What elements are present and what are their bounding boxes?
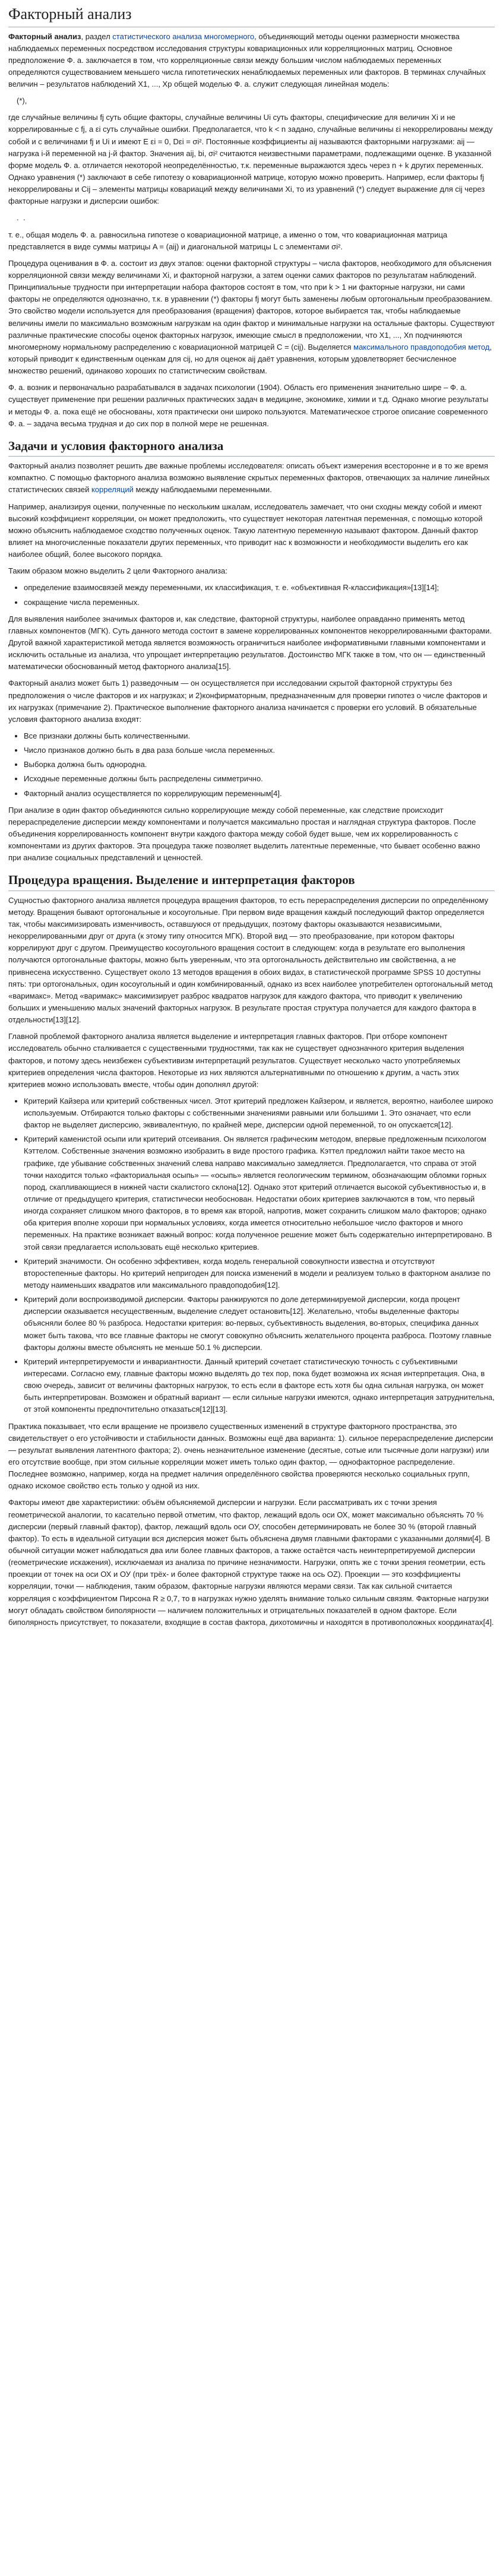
model-after-dots: т. е., общая модель Ф. а. равносильна гипотезе о ковариационной матрице, а именно о том, что ковариационная матрица представляется в виде суммы матрицы A = (aij) и диагональной матрицы L с элементами σi². (8, 230, 448, 251)
list-item: • Выборка должна быть однородна. (24, 759, 495, 771)
intro-term: Факторный анализ (8, 31, 81, 41)
section1-p5: При анализе в один фактор объединяются сильно коррелирующие между собой переменные, как следствие происходит перераспределение дисперсии между компонентами и получается максимально простая и наглядная структура факторов. После объединения коррелированность компонент внутри каждого фактора между собой будет выше, чем их коррелированность с компонентами из других факторов. Эта процедура также позволяет выделить латентные переменные, что бывает особенно важно при анализе социальных представлений и ценностей. (8, 805, 480, 863)
section1-p3: Для выявления наиболее значимых факторов и, как следствие, факторной структуры, наиболее оправданно применять метод главных компонентов (МГК). Суть данного метода состоит в замене коррелированных компонентов некоррелированными факторами. Другой важной характеристикой метода является возможность ограничиться наиболее информативными главными компонентами и исключить остальные из анализа, что упрощает интерпретацию результатов. Достоинство МГК также в том, что он — единственный математически обоснованный метод факторного анализа[15]. (8, 614, 492, 671)
section1-p2: Например, анализируя оценки, полученные по нескольким шкалам, исследователь замечает, что они сходны между собой и имеют высокий коэффициент корреляции, он может предположить, что существует некоторая латентная переменная, с помощью которой можно объяснить наблюдаемое сходство полученных оценок. Такую латентную переменную называют фактором. Данный фактор влияет на многочисленные показатели других переменных, что приводит нас к возможности и необходимости выделить его как наиболее общий, более высокого порядка. (8, 502, 483, 559)
section2-p2: Главной проблемой факторного анализа является выделение и интерпретация главных факторов. При отборе компонент исследователь обычно сталкивается с существенными трудностями, так как не существует однозначного критерия выделения факторов, и потому здесь неизбежен субъективизм интерпретаций результатов. Существует несколько часто употребляемых критериев определения числа факторов. Некоторые из них являются альтернативными по отношению к другим, а часть этих критериев можно использовать вместе, чтобы один дополнял другой: (8, 1032, 464, 1089)
procedure-link[interactable]: максимального правдоподобия метод (353, 342, 490, 351)
section2-p4: Факторы имеют две характеристики: объём объясняемой дисперсии и нагрузки. Если рассматривать их с точки зрения геометрической аналогии, то касательно первой отметим, что фактор, лежащий вдоль оси ОХ, может максимально объяснять 70 % дисперсии (первый главный фактор), фактор, лежащий вдоль оси ОУ, способен детерминировать не более 30 % (второй главный фактор). То есть в идеальной ситуации вся дисперсия может быть объяснена двумя главными факторами с указанными долями[4]. В обычной ситуации может наблюдаться два или более главных факторов, а также остаётся часть неинтерпретируемой дисперсии (геометрические искажения), исключаемая из анализа по причине незначимости. Нагрузки, опять же с точки зрения геометрии, есть проекции от точек на оси ОХ и ОУ (при трёх- и более факторной структуре также на ось OZ). Проекции — это коэффициенты корреляции, точки — наблюдения, таким образом, факторные нагрузки являются мерами связи. Так как сильной считается корреляция с коэффициентом Пирсона R ≥ 0,7, то в нагрузках нужно уделять внимание только сильным связям. Факторные нагрузки могут обладать свойством биполярности — наличием положительных и отрицательных показателей в одном факторе. Если биполярность присутствует, то показатели, входящие в состав фактора, дихотомичны и находятся в противоположных координатах[4]. (8, 1498, 494, 1627)
goals-list (8, 582, 495, 608)
conditions-list (8, 730, 495, 800)
list-item: • Критерий Кайзера или критерий собственных чисел. Этот критерий предложен Кайзером, и является, вероятно, наиболее широко используемым. Отбираются только факторы с собственными значениями равными или большими 1. Это означает, что если фактор не выделяет дисперсию, эквивалентную, по крайней мере, дисперсии одной переменной, то он опускается[12]. (24, 1095, 495, 1131)
list-item: • Все признаки должны быть количественными. (24, 730, 495, 742)
intro-paragraph: Факторный анализ, раздел статистического анализа многомерного, объединяющий методы оценки размерности множества наблюдаемых переменных посредством исследования структуры ковариационных или корреляционных матриц. Основное предположение Ф. а. заключается в том, что корреляционные связи между большим числом наблюдаемых переменных определяются существованием меньшего числа гипотетических ненаблюдаемых переменных или факторов. В терминах случайных величин – результатов наблюдений X1, ..., Xp общей моделью Ф. а. служит следующая линейная модель: (8, 31, 486, 89)
procedure-paragraph: Процедура оценивания в Ф. а. состоит из двух этапов: оценки факторной структуры – числа факторов, необходимого для объяснения корреляционной связи между величинами Xi, и факторной нагрузки, а затем оценки самих факторов по результатам наблюдений. Принципиальные трудности при интерпретации набора факторов состоят в том, что при k > 1 ни факторные нагрузки, ни сами факторы не определяются однозначно, т.к. в уравнении (*) факторы fj могут быть заменены любым ортогональным преобразованием. Это свойство модели используется для преобразования (вращения) факторов, которое выбирается так, чтобы наблюдаемые величины имели по максимально возможным нагрузкам на один фактор и минимальные нагрузки на остальные факторы. Существуют различные практические способы оценок факторных нагрузок, имеющие смысл в предположении, что X1, ..., Xn подчиняются многомерному нормальному распределению с ковариационной матрицей C = (cij). Выделяется максимального правдоподобия метод, который приводит к единственным оценкам для cij, но для оценок aij даёт уравнения, которым удовлетворяет бесчисленное множество решений, одинаково хороших по статистическим свойствам. (8, 258, 495, 376)
model-formula: (*), (17, 96, 27, 106)
list-item: • сокращение числа переменных. (24, 597, 495, 609)
list-item: • Факторный анализ осуществляется по коррелирующим переменным[4]. (24, 788, 495, 800)
section1-p4: Факторный анализ может быть 1) разведочным — он осуществляется при исследовании скрытой факторной структуры без предположения о числе факторов и их нагрузках; и 2)конфирматорным, предназначенным для проверки гипотез о числе факторов и их нагрузках (примечание 2). Практическое выполнение факторного анализа начинается с проверки его условий. В обязательные условия факторного анализа входят: (8, 679, 488, 724)
section1-p1: Факторный анализ позволяет решить две важные проблемы исследователя: описать объект измерения всесторонне и в то же время компактно. С помощью факторного анализа возможно выявление скрытых переменных факторов, отвечающих за наличие линейных статистических связей корреляций между наблюдаемыми переменными. (8, 461, 490, 495)
goals-intro: Таким образом можно выделить 2 цели Факторного анализа: (8, 566, 227, 576)
list-item: • Критерий каменистой осыпи или критерий отсеивания. Он является графическим методом, впервые предложенным психологом Кэттелом. Собственные значения возможно изобразить в виде простого графика. Кэттел предложил найти такое место на графике, где убывание собственных значений слева направо максимально замедляется. Предполагается, что справа от этой точки находится только «факториальная осыпь» — «осыпь» является геологическим термином, обозначающим обломки горных пород, скапливающиеся в нижней части скалистого склона[12]. Однако этот критерий отличается высокой субъективностью и, в отличие от предыдущего критерия, статистически необоснован. Недостатки обоих критериев заключаются в том, что первый иногда сохраняет слишком много факторов, в то время как второй, напротив, может сохранить слишком мало факторов; однако оба критерия вполне хороши при нормальных условиях, когда имеется относительно небольшое число факторов и много переменных. На практике возникает важный вопрос: когда полученное решение может быть содержательно интерпретировано. В этой связи предлагается использовать ещё несколько критериев. (24, 1133, 495, 1253)
intro-link[interactable]: статистического анализа многомерного (112, 31, 255, 41)
list-item: • Критерий значимости. Он особенно эффективен, когда модель генеральной совокупности известна и отсутствуют второстепенные факторы. Но критерий непригоден для поиска изменений в модели и реализуем только в факторном анализе по методу наименьших квадратов или максимального правдоподобия[12]. (24, 1256, 495, 1291)
section2-p3: Практика показывает, что если вращение не произвело существенных изменений в структуре факторного пространства, это свидетельствует о его устойчивости и стабильности данных. Возможны ещё два варианта: 1). сильное перераспределение дисперсии — результат выявления латентного фактора; 2). очень незначительное изменение (десятые, сотые или тысячные доли нагрузки) или его отсутствие вообще, при этом сильные корреляции может иметь только один фактор, — однофакторное распределение. Последнее возможно, например, когда на предмет наличия определённого свойства проверяются несколько социальных групп, однако искомое свойство есть только у одной из них. (8, 1421, 493, 1491)
section-heading-rotation: Процедура вращения. Выделение и интерпретация факторов (8, 872, 495, 891)
correlations-link[interactable]: корреляций (91, 485, 134, 495)
section-heading-tasks: Задачи и условия факторного анализа (8, 438, 495, 457)
page-title: Факторный анализ (8, 5, 495, 27)
criteria-list (8, 1095, 495, 1416)
list-item: • Критерий доли воспроизводимой дисперсии. Факторы ранжируются по доле детерминируемой дисперсии, когда процент дисперсии оказывается несущественным, выделение следует остановить[12]. Желательно, чтобы выделенные факторы объясняли более 80 % разброса. Недостатки критерия: во-первых, субъективность выделения, во-вторых, специфика данных может быть такова, что все главные факторы не смогут совокупно объяснить желательного процента разброса. Поэтому главные факторы должны вместе объяснять не меньше 50.1 % дисперсии. (24, 1294, 495, 1354)
history-paragraph: Ф. а. возник и первоначально разрабатывался в задачах психологии (1904). Область его применения значительно шире – Ф. а. существует применение при решении различных практических задач в медицине, экономике, химии и т.д. Однако многие результаты и методы Ф. а. пока ещё не обоснованы, хотя практически они широко пользуются. Математическое строгое описание современного Ф. а. – задача весьма трудная и до сих пор в полной мере не решенная. (8, 383, 489, 428)
list-item: • определение взаимосвязей между переменными, их классификация, т. е. «объективная R-классификация»[13][14]; (24, 582, 495, 594)
list-item: • Число признаков должно быть в два раза больше числа переменных. (24, 744, 495, 756)
list-item: • Исходные переменные должны быть распределены симметрично. (24, 773, 495, 785)
list-item: • Критерий интерпретируемости и инвариантности. Данный критерий сочетает статистическую точность с субъективными интересами. Согласно ему, главные факторы можно выделять до тех пор, пока будет возможна их ясная интерпретация. Она, в свою очередь, зависит от величины факторных нагрузок, то есть если в факторе есть хотя бы одна сильная нагрузка, он может быть интерпретирован. Возможен и обратный вариант — если сильные нагрузки имеются, однако интерпретация затруднительна, от этой компоненты предпочтительно отказаться[12][13]. (24, 1356, 495, 1416)
section2-p1: Сущностью факторного анализа является процедура вращения факторов, то есть перераспределения дисперсии по определённому методу. Вращения бывают ортогональные и косоугольные. При первом виде вращения каждый последующий фактор определяется так, чтобы максимизировать изменчивость, оставшуюся от предыдущих, поэтому факторы оказываются независимыми, некоррелированными друг от друга (к этому типу относится МГК). Второй вид — это преобразование, при котором факторы коррелируют друг с другом. Преимущество косоугольного вращения состоит в следующем: когда в результате его выполнения получаются ортогональные факторы, можно быть уверенным, что эта ортогональность действительно им свойственна, а не привнесена искусственно. Существует около 13 методов вращения в обоих видах, в статистической программе SPSS 10 доступны пять: три ортогональных, один косоугольный и один комбинированный, однако из всех наиболее употребителен ортогональный метод «варимакс». Метод «варимакс» максимизирует разброс квадратов нагрузок для каждого фактора, что приводит к увеличению больших и уменьшению малых значений факторных нагрузок. В результате простая структура получается для каждого фактора в отдельности[13][12]. (8, 895, 493, 1025)
model-formula-dots: . . (17, 213, 26, 223)
model-definitions: где случайные величины fj суть общие факторы, случайные величины Ui суть факторы, специфические для величин Xi и не коррелированные с fj, а εi суть случайные ошибки. Предполагается, что k < n задано, случайные величины εi некоррелированы между собой и с величинами fj и Ui и имеют E εi = 0, Dεi = σi². Постоянные коэффициенты aij называются факторными нагрузками: aij — нагрузка i-й переменной на j-й фактор. Значения aij, bi, σi² считаются неизвестными параметрами, подлежащими оценке. В указанной форме модель Ф. а. отличается некоторой неопределённостью, т.к. переменные выражаются здесь через n + k других переменных. Однако уравнения (*) заключают в себе гипотезу о ковариационной матрице, которую можно проверить. Например, если факторы fj некоррелированы и Cij – элементы матрицы ковариаций между величинами Xi, то из уравнений (*) следует выражение для cij через факторные нагрузки и дисперсии ошибок: (8, 113, 493, 206)
